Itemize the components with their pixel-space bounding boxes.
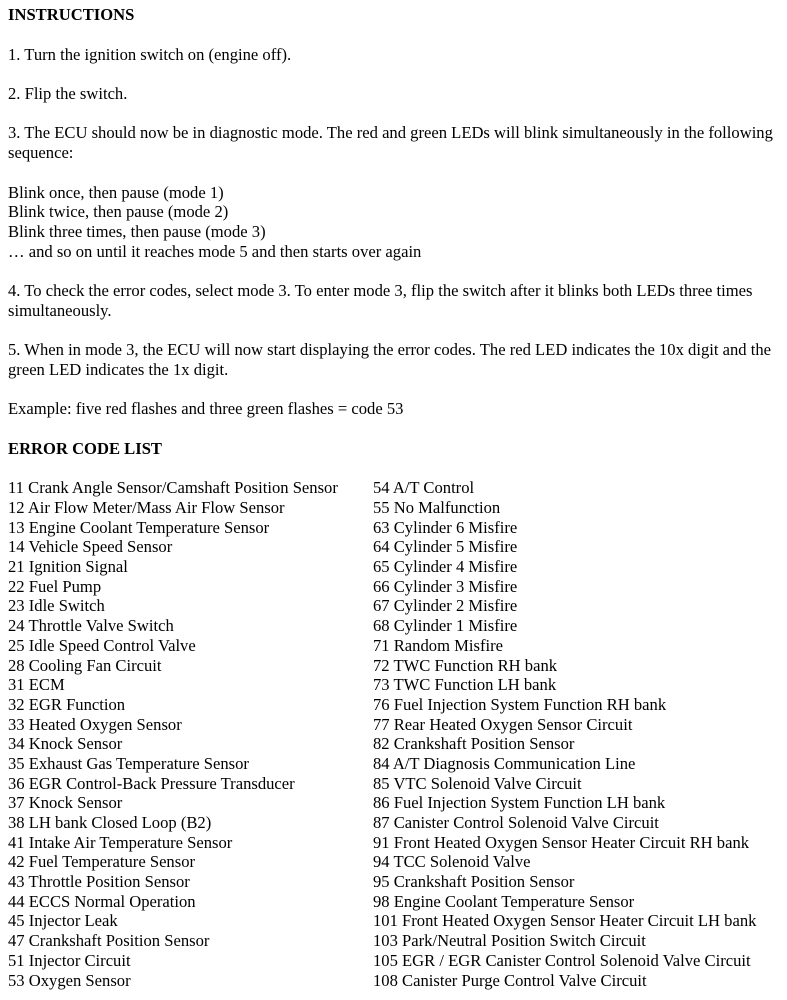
error-code-item: 55 No Malfunction	[373, 498, 501, 518]
sequence-line: Blink three times, then pause (mode 3)	[8, 221, 266, 241]
error-code-item: 84 A/T Diagnosis Communication Line	[373, 753, 636, 773]
error-code-item: 34 Knock Sensor	[8, 734, 123, 754]
error-code-list-heading: ERROR CODE LIST	[8, 438, 162, 458]
error-code-item: 12 Air Flow Meter/Mass Air Flow Sensor	[8, 498, 285, 518]
error-code-item: 11 Crank Angle Sensor/Camshaft Position Sensor	[8, 478, 338, 498]
error-code-item: 71 Random Misfire	[373, 635, 503, 655]
error-code-item: 95 Crankshaft Position Sensor	[373, 872, 575, 892]
instructions-heading: INSTRUCTIONS	[8, 5, 135, 24]
error-code-item: 38 LH bank Closed Loop (B2)	[8, 813, 212, 833]
step-5: 5. When in mode 3, the ECU will now start displaying the error codes. The red LED indicates the 10x digit and the green LED indicates the 1x digit.	[8, 340, 771, 379]
error-code-item: 72 TWC Function RH bank	[373, 655, 558, 675]
error-code-item: 21 Ignition Signal	[8, 557, 128, 577]
error-code-item: 24 Throttle Valve Switch	[8, 616, 174, 636]
error-code-item: 68 Cylinder 1 Misfire	[373, 616, 518, 636]
error-code-item: 91 Front Heated Oxygen Sensor Heater Circuit RH bank	[373, 832, 750, 852]
error-code-item: 77 Rear Heated Oxygen Sensor Circuit	[373, 714, 633, 734]
error-code-item: 63 Cylinder 6 Misfire	[373, 517, 518, 537]
error-code-item: 25 Idle Speed Control Valve	[8, 635, 196, 655]
error-code-item: 105 EGR / EGR Canister Control Solenoid Valve Circuit	[373, 950, 751, 970]
error-code-item: 22 Fuel Pump	[8, 576, 102, 596]
error-code-item: 32 EGR Function	[8, 694, 126, 714]
step-4: 4. To check the error codes, select mode 3. To enter mode 3, flip the switch after it blinks both LEDs three times simultaneously.	[8, 281, 753, 320]
example-text: Example: five red flashes and three green flashes = code 53	[8, 399, 404, 419]
error-code-item: 37 Knock Sensor	[8, 793, 123, 813]
error-code-item: 43 Throttle Position Sensor	[8, 872, 190, 892]
blink-sequence	[8, 183, 787, 262]
error-code-item: 42 Fuel Temperature Sensor	[8, 852, 196, 872]
error-code-item: 64 Cylinder 5 Misfire	[373, 537, 518, 557]
sequence-line: Blink once, then pause (mode 1)	[8, 182, 224, 202]
error-code-item: 87 Canister Control Solenoid Valve Circuit	[373, 813, 659, 833]
error-code-item: 85 VTC Solenoid Valve Circuit	[373, 773, 582, 793]
error-code-item: 28 Cooling Fan Circuit	[8, 655, 162, 675]
error-code-item: 35 Exhaust Gas Temperature Sensor	[8, 753, 249, 773]
error-code-item: 65 Cylinder 4 Misfire	[373, 557, 518, 577]
error-code-item: 94 TCC Solenoid Valve	[373, 852, 531, 872]
step-1: 1. Turn the ignition switch on (engine off).	[8, 44, 292, 64]
error-code-item: 82 Crankshaft Position Sensor	[373, 734, 575, 754]
error-code-item: 73 TWC Function LH bank	[373, 675, 557, 695]
error-code-item: 54 A/T Control	[373, 478, 475, 498]
error-code-item: 67 Cylinder 2 Misfire	[373, 596, 518, 616]
step-2: 2. Flip the switch.	[8, 84, 128, 104]
error-code-item: 98 Engine Coolant Temperature Sensor	[373, 891, 635, 911]
error-code-column-2	[373, 478, 783, 990]
error-code-item: 31 ECM	[8, 675, 65, 695]
error-code-item: 45 Injector Leak	[8, 911, 118, 931]
sequence-line: … and so on until it reaches mode 5 and then starts over again	[8, 241, 422, 261]
error-code-item: 51 Injector Circuit	[8, 950, 131, 970]
error-code-column-1	[8, 478, 373, 990]
error-code-item: 41 Intake Air Temperature Sensor	[8, 832, 233, 852]
error-code-item: 33 Heated Oxygen Sensor	[8, 714, 182, 734]
error-code-item: 101 Front Heated Oxygen Sensor Heater Circuit LH bank	[373, 911, 757, 931]
error-code-item: 108 Canister Purge Control Valve Circuit	[373, 970, 647, 990]
error-code-item: 36 EGR Control-Back Pressure Transducer	[8, 773, 295, 793]
error-code-item: 13 Engine Coolant Temperature Sensor	[8, 517, 270, 537]
error-code-list	[8, 478, 787, 990]
error-code-item: 47 Crankshaft Position Sensor	[8, 931, 210, 951]
error-code-item: 103 Park/Neutral Position Switch Circuit	[373, 931, 646, 951]
error-code-item: 66 Cylinder 3 Misfire	[373, 576, 518, 596]
error-code-item: 76 Fuel Injection System Function RH bank	[373, 694, 667, 714]
error-code-item: 14 Vehicle Speed Sensor	[8, 537, 173, 557]
error-code-item: 86 Fuel Injection System Function LH bank	[373, 793, 666, 813]
error-code-item: 53 Oxygen Sensor	[8, 970, 131, 990]
error-code-item: 44 ECCS Normal Operation	[8, 891, 196, 911]
error-code-item: 23 Idle Switch	[8, 596, 105, 616]
step-3: 3. The ECU should now be in diagnostic mode. The red and green LEDs will blink simultaneously in the following sequence:	[8, 123, 773, 163]
sequence-line: Blink twice, then pause (mode 2)	[8, 202, 229, 222]
